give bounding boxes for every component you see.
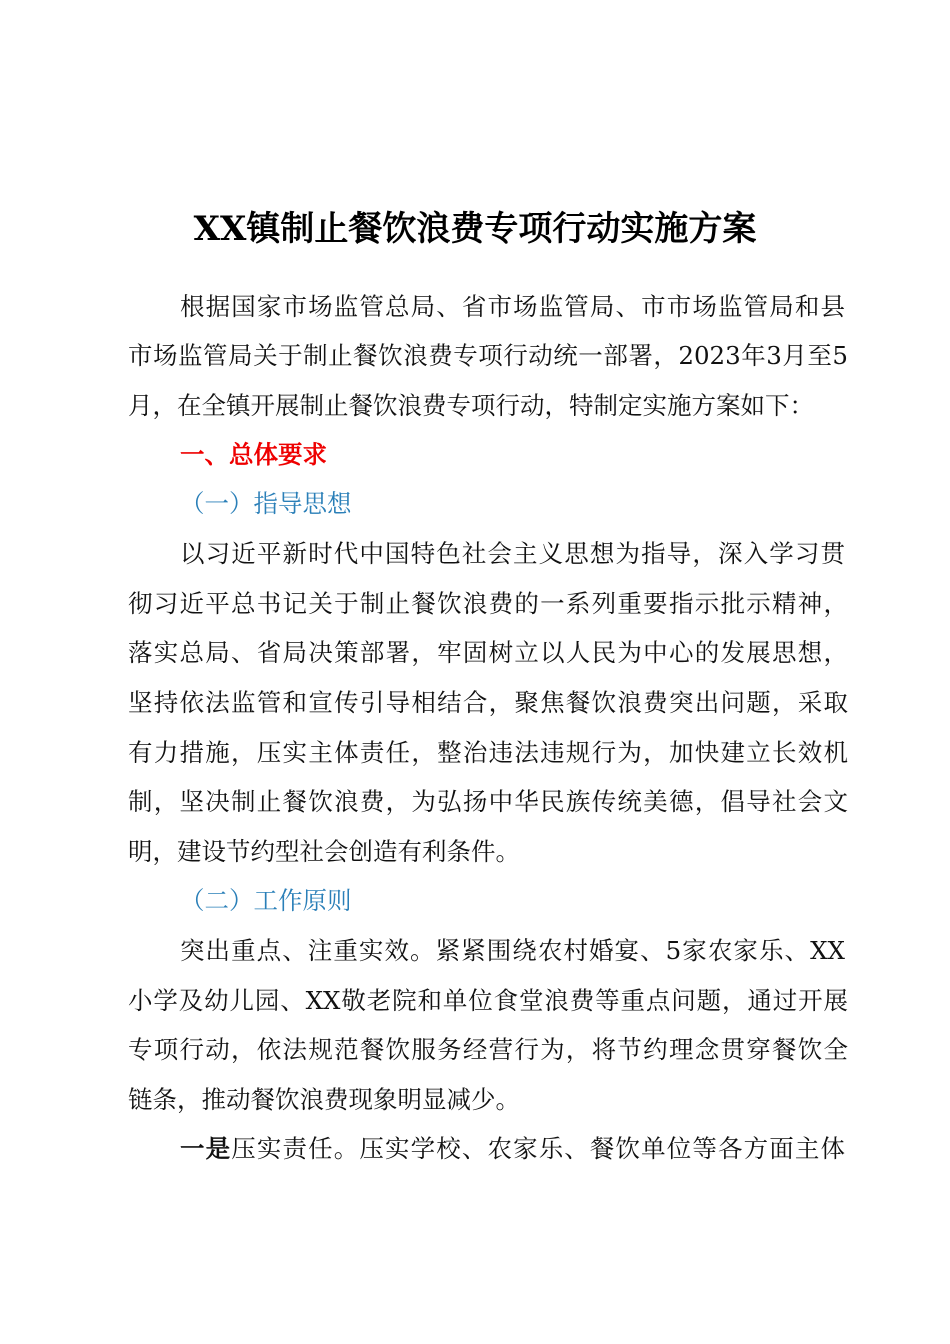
intro-line-3: 月，在全镇开展制止餐饮浪费专项行动，特制定实施方案如下： [128,391,814,420]
ideology-line-2: 彻习近平总书记关于制止餐饮浪费的一系列重要指示批示精神， [128,589,848,618]
subsection-heading-guiding-ideology: （一）指导思想 [180,489,352,518]
principles-line-3: 专项行动，依法规范餐饮服务经营行为，将节约理念贯穿餐饮全 [128,1035,848,1064]
ideology-line-4: 坚持依法监管和宣传引导相结合，聚焦餐饮浪费突出问题，采取 [128,688,848,717]
point-one-lead: 一是 [180,1134,232,1163]
intro-line-1: 根据国家市场监管总局、省市场监管局、市市场监管局和县 [180,292,845,321]
ideology-line-1: 以习近平新时代中国特色社会主义思想为指导，深入学习贯 [180,539,845,568]
principles-line-1: 突出重点、注重实效。紧紧围绕农村婚宴、5家农家乐、XX [180,936,845,965]
principles-line-4: 链条，推动餐饮浪费现象明显减少。 [128,1085,520,1114]
ideology-line-3: 落实总局、省局决策部署，牢固树立以人民为中心的发展思想， [128,638,848,667]
point-one-line [180,1131,845,1167]
ideology-line-5: 有力措施，压实主体责任，整治违法违规行为，加快建立长效机 [128,738,848,767]
subsection-heading-work-principles: （二）工作原则 [180,886,352,915]
document-title: XX镇制止餐饮浪费专项行动实施方案 [193,209,757,249]
ideology-line-7: 明，建设节约型社会创造有利条件。 [128,837,520,866]
intro-line-2: 市场监管局关于制止餐饮浪费专项行动统一部署，2023年3月至5 [128,341,848,370]
principles-line-2: 小学及幼儿园、XX敬老院和单位食堂浪费等重点问题，通过开展 [128,986,848,1015]
ideology-line-6: 制，坚决制止餐饮浪费，为弘扬中华民族传统美德，倡导社会文 [128,787,848,816]
section-heading-overall-requirements: 一、总体要求 [180,440,327,469]
point-one-text: 压实责任。压实学校、农家乐、餐饮单位等各方面主体 [231,1134,846,1163]
